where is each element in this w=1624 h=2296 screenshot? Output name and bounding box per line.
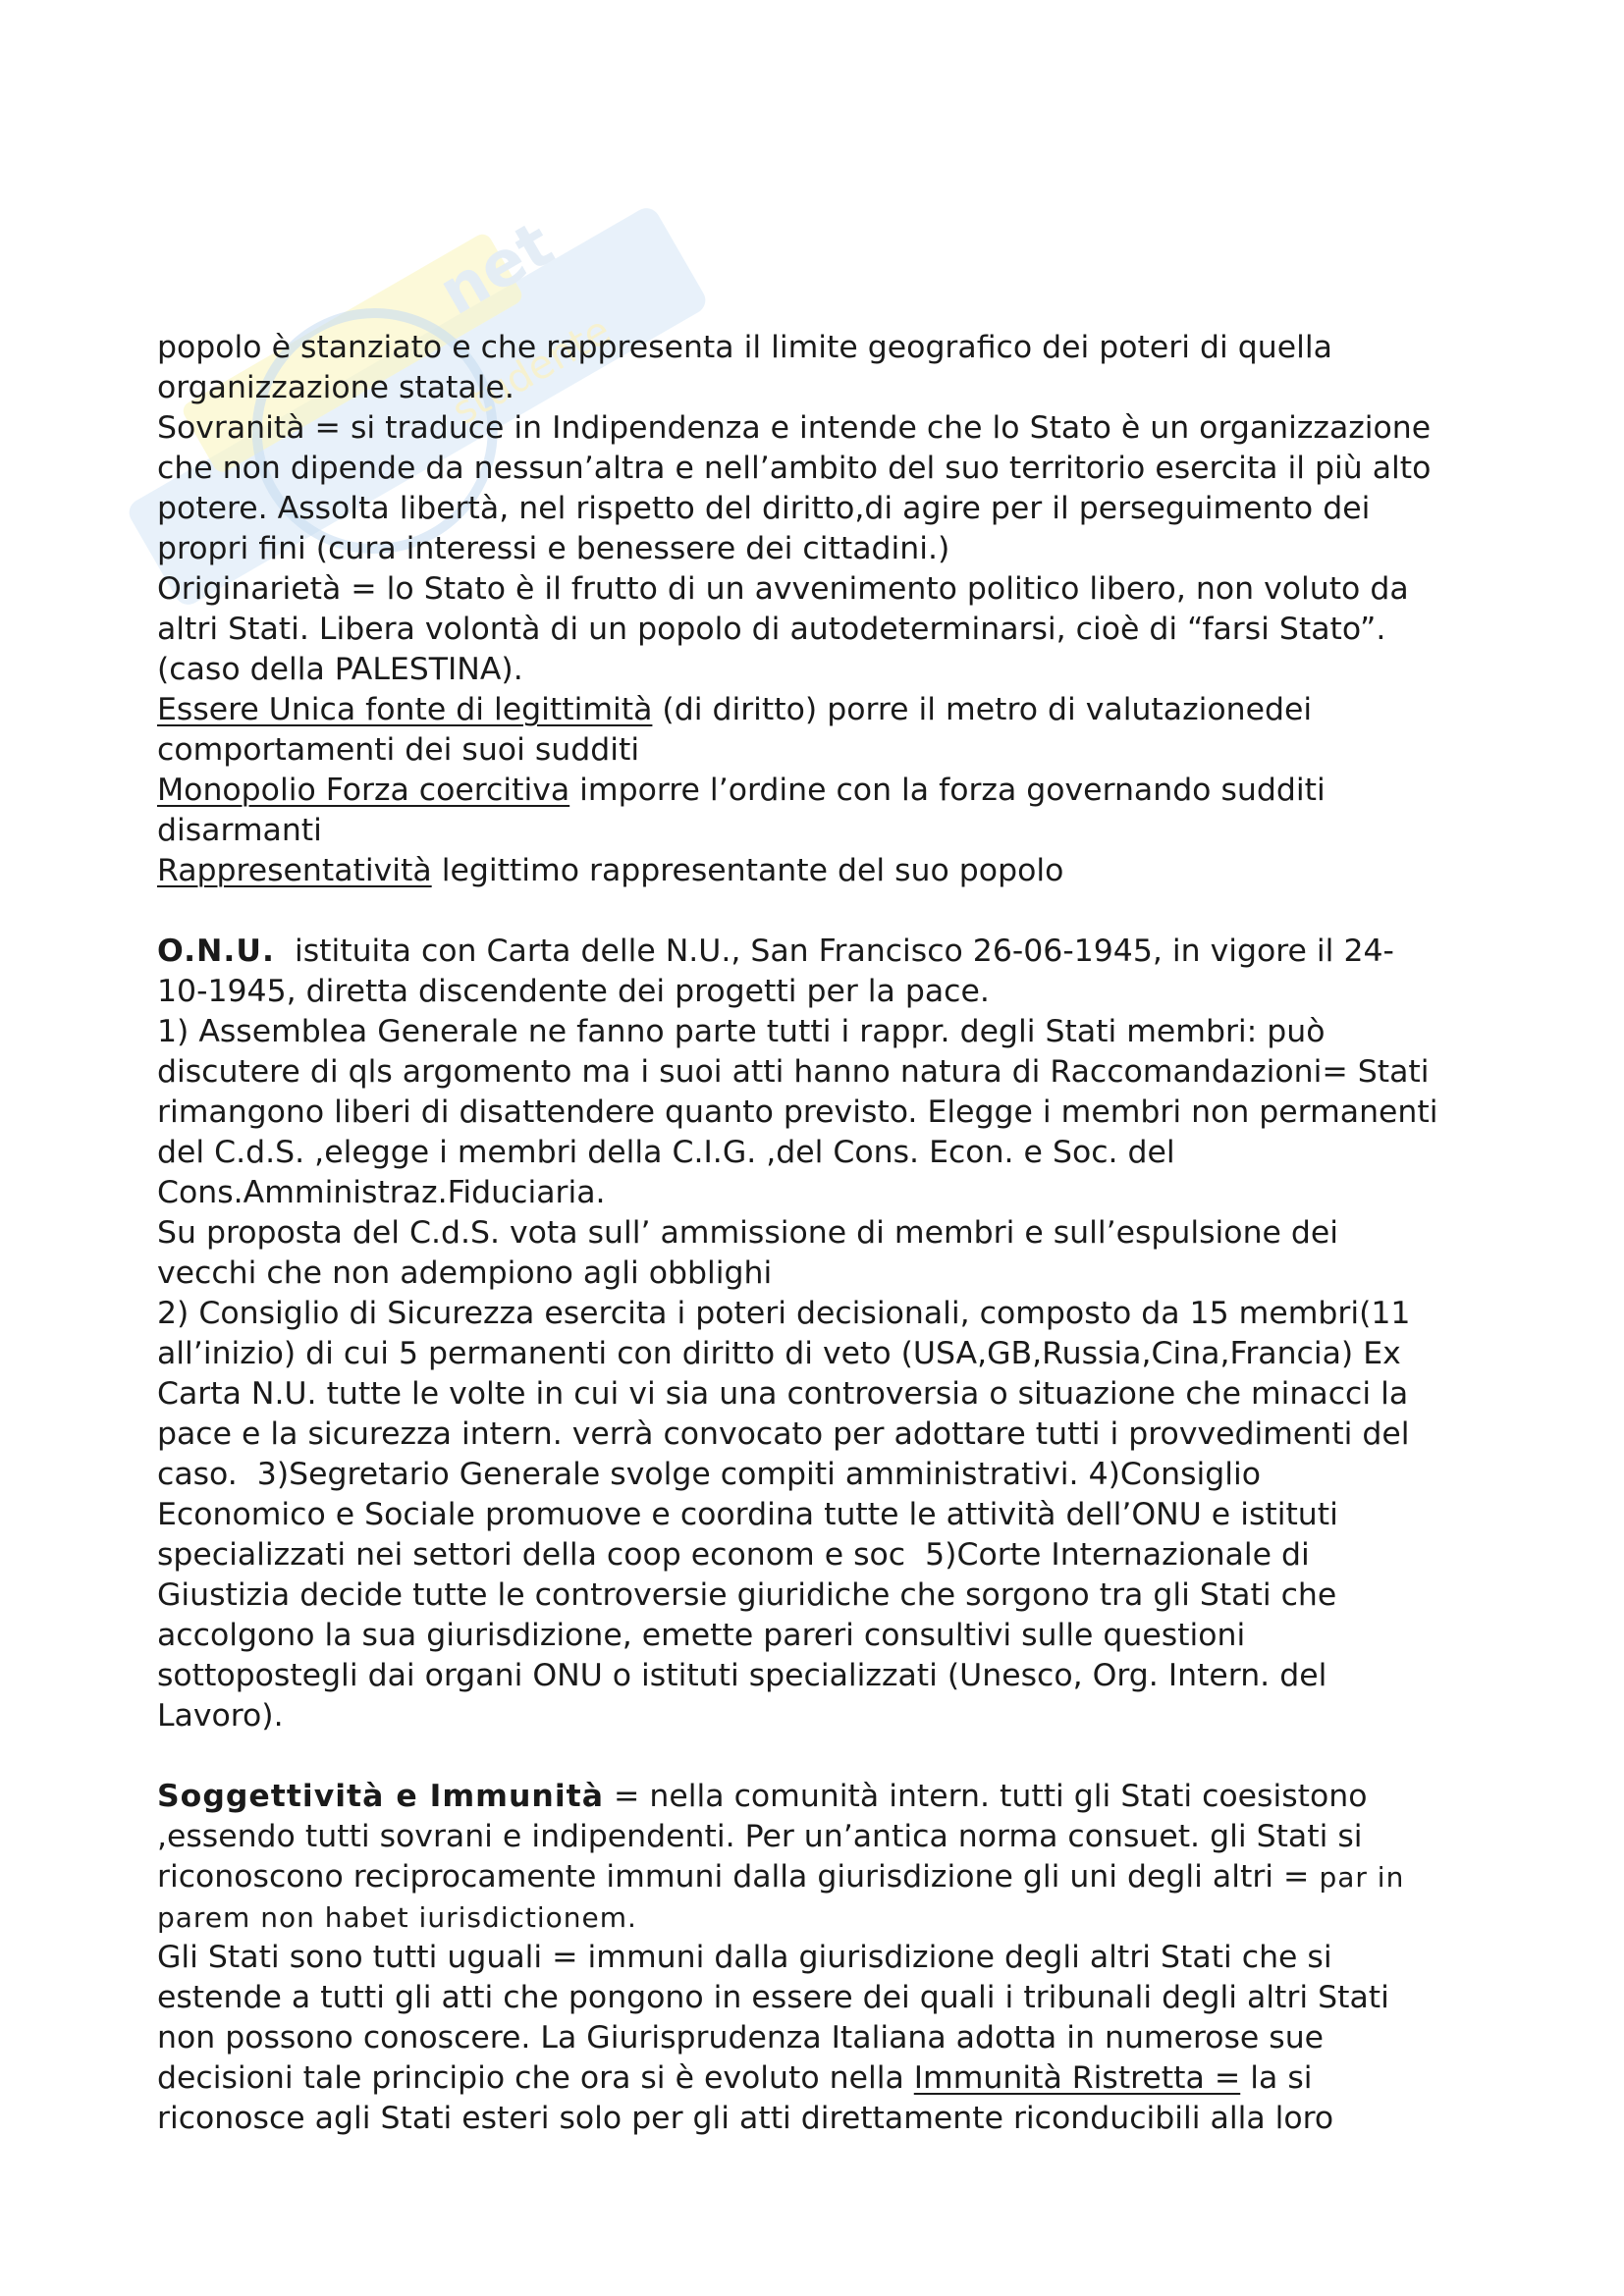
text-line: pace e la sicurezza intern. verrà convocato per adottare tutti i provvedimenti del: [157, 1416, 1410, 1452]
text-line: 10-1945, diretta discendente dei progetti per la pace.: [157, 974, 990, 1009]
text-line: 2) Consiglio di Sicurezza esercita i poteri decisionali, composto da 15 membri(11: [157, 1296, 1411, 1331]
underlined-term: Immunità Ristretta =: [913, 2060, 1241, 2096]
underlined-term: Rappresentatività: [157, 853, 432, 888]
text-line: del C.d.S. ,elegge i membri della C.I.G. ,del Cons. Econ. e Soc. del: [157, 1135, 1175, 1170]
line-text: imporre l’ordine con la forza governando sudditi: [569, 773, 1326, 808]
paragraph-gap: [157, 1736, 1532, 1777]
line-text: istituita con Carta delle N.U., San Francisco 26-06-1945, in vigore il 24-: [274, 934, 1394, 969]
text-line: sottopostegli dai organi ONU o istituti specializzati (Unesco, Org. Intern. del: [157, 1658, 1327, 1693]
text-line: Economico e Sociale promuove e coordina tutte le attività dell’ONU e istituti: [157, 1497, 1338, 1532]
text-line: accolgono la sua giurisdizione, emette pareri consultivi sulle questioni: [157, 1618, 1246, 1653]
line-text: decisioni tale principio che ora si è evoluto nella: [157, 2060, 914, 2096]
text-line: specializzati nei settori della coop econom e soc 5)Corte Internazionale di: [157, 1537, 1310, 1573]
text-line: [157, 851, 1532, 891]
text-line: Giustizia decide tutte le controversie giuridiche che sorgono tra gli Stati che: [157, 1577, 1337, 1613]
text-line: ,essendo tutti sovrani e indipendenti. Per un’antica norma consuet. gli Stati si: [157, 1819, 1363, 1854]
text-line: vecchi che non adempiono agli obblighi: [157, 1255, 773, 1291]
text-line: [157, 771, 1532, 811]
text-line: [157, 1777, 1532, 1817]
text-line: disarmanti: [157, 813, 322, 848]
line-text: legittimo rappresentante del suo popolo: [431, 853, 1064, 888]
text-line: all’inizio) di cui 5 permanenti con diritto di veto (USA,GB,Russia,Cina,Francia) Ex: [157, 1336, 1401, 1371]
line-text: la si: [1240, 2060, 1313, 2096]
text-line: che non dipende da nessun’altra e nell’ambito del suo territorio esercita il più alto: [157, 451, 1432, 486]
section-heading-immunita: Soggettività e Immunità: [157, 1779, 604, 1814]
text-line: organizzazione statale.: [157, 370, 514, 405]
text-line: altri Stati. Libera volontà di un popolo di autodeterminarsi, cioè di “farsi Stato”.: [157, 612, 1386, 647]
text-line: [157, 932, 1532, 972]
section-heading-onu: O.N.U.: [157, 934, 275, 969]
paragraph-gap: [157, 891, 1532, 932]
text-line: Cons.Amministraz.Fiduciaria.: [157, 1175, 606, 1210]
text-line: Gli Stati sono tutti uguali = immuni dalla giurisdizione degli altri Stati che si: [157, 1940, 1332, 1975]
text-line: caso. 3)Segretario Generale svolge compiti amministrativi. 4)Consiglio: [157, 1457, 1262, 1492]
text-line: (caso della PALESTINA).: [157, 652, 523, 687]
text-line: [157, 690, 1532, 730]
text-line: discutere di qls argomento ma i suoi atti hanno natura di Raccomandazioni= Stati: [157, 1054, 1430, 1090]
text-line: riconosce agli Stati esteri solo per gli atti direttamente riconducibili alla loro: [157, 2101, 1334, 2136]
text-line: Su proposta del C.d.S. vota sull’ ammissione di membri e sull’espulsione dei: [157, 1215, 1339, 1251]
underlined-term: Monopolio Forza coercitiva: [157, 773, 570, 808]
text-line: [157, 2058, 1532, 2099]
text-line: Carta N.U. tutte le volte in cui vi sia una controversia o situazione che minacci la: [157, 1376, 1409, 1412]
text-line: 1) Assemblea Generale ne fanno parte tutti i rappr. degli Stati membri: può: [157, 1014, 1326, 1049]
text-line: [157, 1897, 1532, 1938]
text-line: non possono conoscere. La Giurisprudenza Italiana adotta in numerose sue: [157, 2020, 1325, 2056]
watermark-brand-text: net: [427, 208, 566, 330]
latin-phrase: par in: [1319, 1861, 1405, 1894]
underlined-term: Essere Unica fonte di legittimità: [157, 692, 653, 727]
document-body: [157, 328, 1532, 2139]
text-line: Sovranità = si traduce in Indipendenza e intende che lo Stato è un organizzazione: [157, 410, 1432, 446]
line-text: = nella comunità intern. tutti gli Stati coesistono: [603, 1779, 1368, 1814]
text-line: potere. Assolta libertà, nel rispetto del diritto,di agire per il perseguimento dei: [157, 491, 1371, 526]
text-line: Originarietà = lo Stato è il frutto di un avvenimento politico libero, non voluto da: [157, 571, 1409, 607]
text-line: popolo è stanziato e che rappresenta il limite geografico dei poteri di quella: [157, 330, 1332, 365]
line-text: (di diritto) porre il metro di valutazionedei: [652, 692, 1313, 727]
text-line: Lavoro).: [157, 1698, 284, 1734]
text-line: estende a tutti gli atti che pongono in essere dei quali i tribunali degli altri Stati: [157, 1980, 1389, 2015]
text-line: rimangono liberi di disattendere quanto previsto. Elegge i membri non permanenti: [157, 1095, 1438, 1130]
text-line: comportamenti dei suoi sudditi: [157, 732, 640, 768]
watermark-sub-text: studente: [444, 307, 619, 435]
text-line: propri fini (cura interessi e benessere dei cittadini.): [157, 531, 950, 566]
line-text: riconoscono reciprocamente immuni dalla giurisdizione gli uni degli altri =: [157, 1859, 1320, 1895]
text-line: [157, 1857, 1532, 1897]
latin-phrase: parem non habet iurisdictionem.: [157, 1901, 637, 1934]
